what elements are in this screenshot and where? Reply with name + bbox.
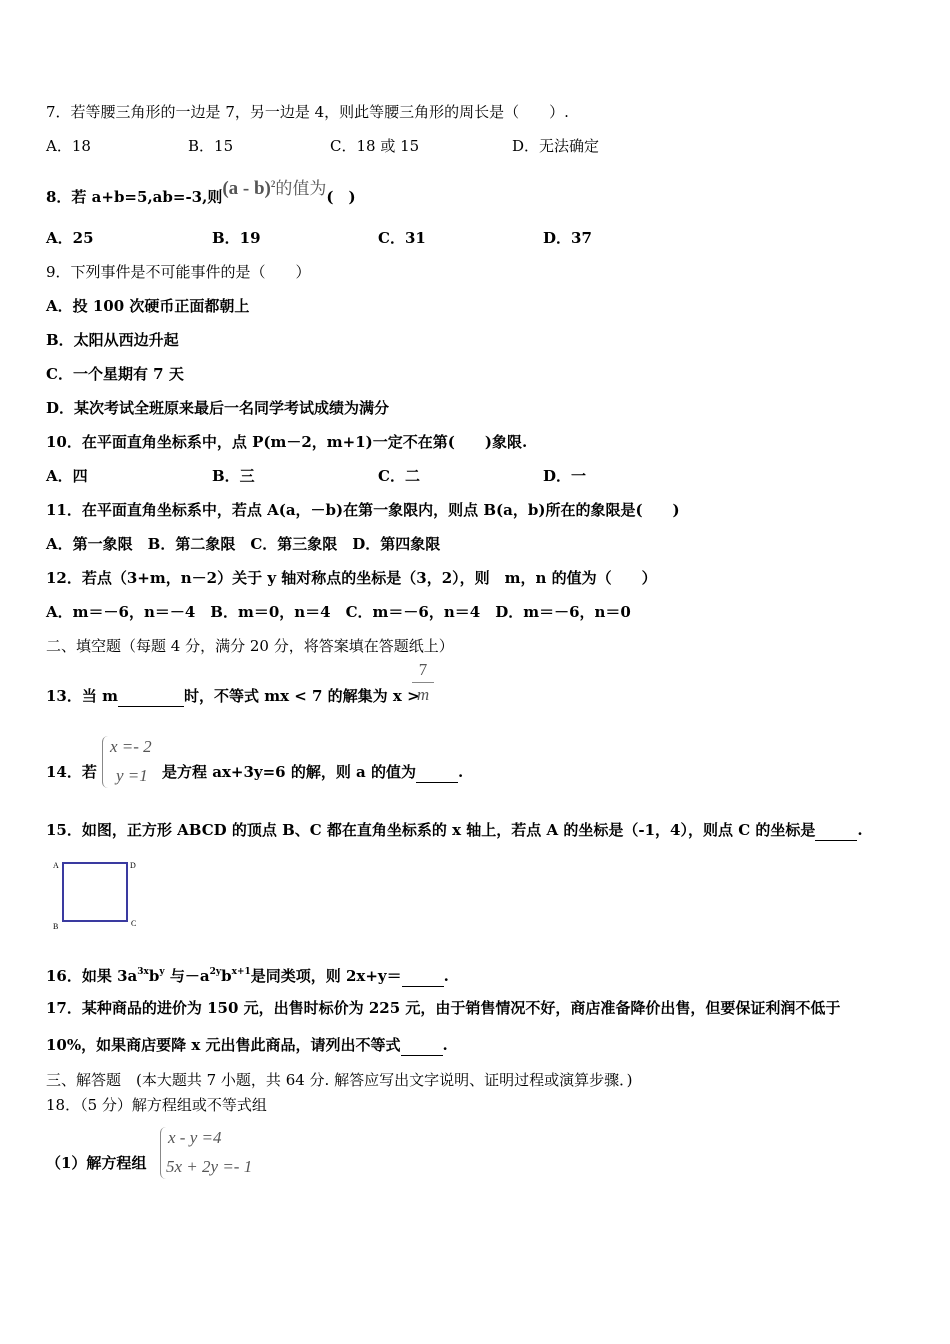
q18-eq1: x - y =4	[168, 1128, 222, 1147]
q8-stem	[46, 178, 356, 207]
square-abcd	[63, 863, 127, 921]
q16-stem	[46, 962, 449, 987]
square-abcd-figure	[50, 856, 150, 936]
q13-fraction	[412, 660, 434, 705]
q16-sup1: 3x	[137, 967, 149, 977]
q11-options: A．第一象限 B．第二象限 C．第三象限 D．第四象限	[46, 535, 441, 553]
q14-blank[interactable]	[416, 762, 458, 783]
q12-stem: 12．若点（3+m，n－2）关于 y 轴对称点的坐标是（3，2），则 m，n 的值为（ ）	[46, 569, 657, 587]
q8-option-d: D．37	[543, 229, 592, 247]
q9-option-c: C．一个星期有 7 天	[46, 365, 184, 383]
section-2-heading: 二、填空题（每题 4 分，满分 20 分，将答案填在答题纸上）	[46, 637, 454, 655]
q7-stem: 7．若等腰三角形的一边是 7，另一边是 4，则此等腰三角形的周长是（ ）.	[46, 103, 569, 121]
q9-option-d: D．某次考试全班原来最后一名同学考试成绩为满分	[46, 399, 390, 417]
q7-option-b: B．15	[188, 137, 234, 155]
q9-option-a: A．投 100 次硬币正面都朝上	[46, 297, 250, 315]
q11-stem: 11．在平面直角坐标系中，若点 A(a，－b)在第一象限内，则点 B(a，b)所在的象限是( )	[46, 501, 680, 519]
label-c: C	[131, 919, 137, 928]
q10-option-b: B．三	[212, 467, 255, 485]
q16-end: .	[443, 967, 449, 985]
q8-option-b: B．19	[212, 229, 261, 247]
q16-blank[interactable]	[402, 966, 444, 987]
q16-sup4: x+1	[231, 967, 251, 977]
q7-option-d: D．无法确定	[512, 137, 600, 155]
q17-line2: 10%，如果商店要降 x 元出售此商品，请列出不等式	[46, 1036, 401, 1054]
q9-option-b: B．太阳从西边升起	[46, 331, 179, 349]
q7-option-a: A．18	[46, 137, 91, 155]
q13-numerator: 7	[418, 660, 428, 679]
section-3-heading: 三、解答题 (本大题共 7 小题，共 64 分. 解答应写出文字说明、证明过程或演算步骤．)	[46, 1071, 633, 1089]
q13-stem	[46, 686, 420, 707]
q14-brace	[102, 736, 109, 788]
q13-mid: 时，不等式 mx < 7 的解集为 x >	[183, 687, 420, 705]
q17-blank[interactable]	[401, 1035, 443, 1056]
q8-option-a: A．25	[46, 229, 94, 247]
q10-stem: 10．在平面直角坐标系中，点 P(m－2，m+1)一定不在第( )象限.	[46, 433, 528, 451]
q15-end: .	[857, 821, 863, 839]
q14-eq2: y =1	[116, 766, 148, 785]
q12-options: A．m＝－6，n＝－4 B．m＝0，n＝4 C．m＝－6，n＝4 D．m＝－6，n＝0	[46, 603, 631, 621]
q18-part1: （1）解方程组	[46, 1154, 147, 1172]
q14-eq1: x =- 2	[110, 737, 152, 756]
q16-part3: 与－a	[164, 967, 210, 985]
q9-stem: 9．下列事件是不可能事件的是（ ）	[46, 263, 311, 281]
q15-text: 15．如图，正方形 ABCD 的顶点 B、C 都在直角坐标系的 x 轴上，若点 A 的坐标是（-1，4），则点 C 的坐标是	[46, 821, 816, 839]
q16-sup2: y	[159, 967, 165, 977]
q8-prefix: 8．若 a+b=5,ab=-3,则	[46, 188, 223, 206]
q18-stem: 18．（5 分）解方程组或不等式组	[46, 1096, 267, 1114]
q8-expr-exponent: 2	[270, 179, 276, 189]
q10-option-c: C．二	[378, 467, 420, 485]
q15-blank[interactable]	[815, 820, 857, 841]
q14-text	[162, 762, 463, 783]
q14-end: .	[458, 763, 464, 781]
q8-expr-tail: 的值为	[275, 179, 327, 199]
q13-prefix: 13．当 m	[46, 687, 118, 705]
q16-part2: b	[148, 967, 160, 985]
q16-part1: 16．如果 3a	[46, 967, 138, 985]
label-d: D	[130, 861, 136, 870]
q15-stem	[46, 820, 863, 841]
q13-fraction-bar	[412, 682, 434, 683]
q8-suffix: ( )	[326, 188, 356, 206]
q17-line2-wrap	[46, 1035, 448, 1056]
q8-expression	[222, 178, 326, 199]
q10-option-a: A．四	[46, 467, 88, 485]
q17-end: .	[442, 1036, 448, 1054]
q8-option-c: C．31	[378, 229, 426, 247]
q14-prefix: 14．若	[46, 763, 97, 781]
label-b: B	[53, 922, 59, 931]
q14-suffix: 是方程 ax+3y=6 的解，则 a 的值为	[162, 763, 416, 781]
q13-denominator: m	[416, 685, 430, 704]
q16-sup3: 2y	[209, 967, 222, 977]
q18-eq2: 5x + 2y =- 1	[166, 1157, 253, 1176]
q8-expr-base: (a - b)	[222, 178, 271, 199]
q10-option-d: D．一	[543, 467, 587, 485]
q16-part4: b	[221, 967, 232, 985]
q13-blank[interactable]	[118, 686, 184, 707]
label-a: A	[53, 861, 59, 870]
q16-part5: 是同类项，则 2x+y＝	[250, 967, 402, 985]
q7-option-c: C．18 或 15	[330, 137, 420, 155]
q17-line1: 17．某种商品的进价为 150 元，出售时标价为 225 元，由于销售情况不好，商店准备降价出售，但要保证利润不低于	[46, 999, 841, 1017]
